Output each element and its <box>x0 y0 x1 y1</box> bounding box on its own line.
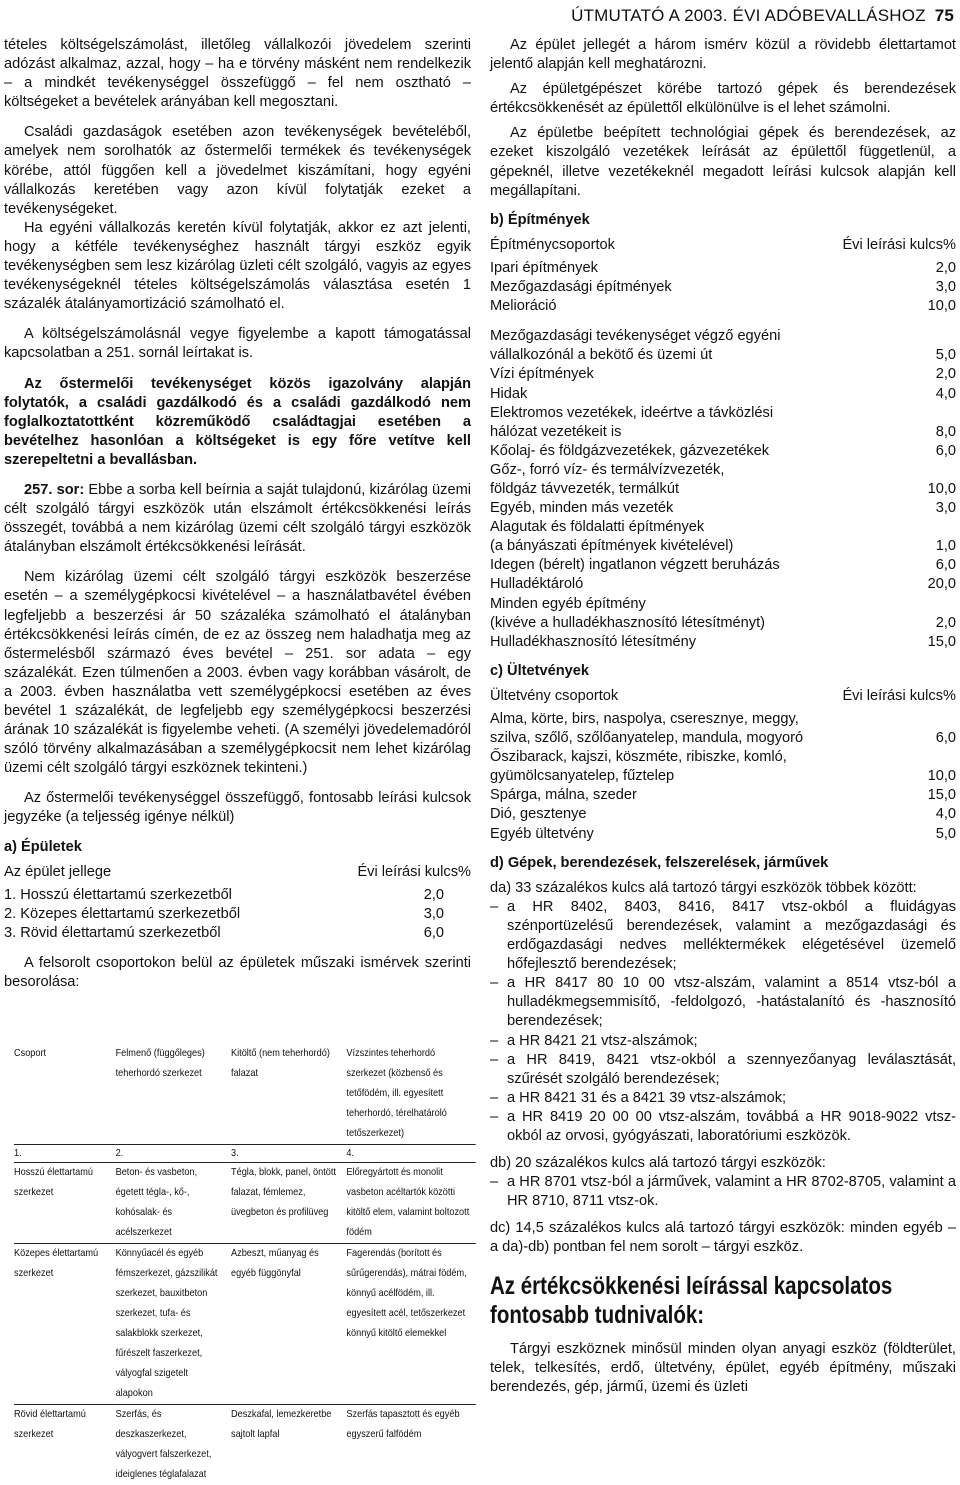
row-number: 257. <box>24 482 52 498</box>
paragraph: Nem kizárólag üzemi célt szolgáló tárgyi eszközök beszerzése esetén – a személygépkocsi kivételével – a használatbavétel évében legfeljebb a beszerzési ár 50 százaléka számolható el átalányban értékcsökkenési leírás címén, de ez az összeg nem haladhatja meg az őstermelésből származó éves bevétel – 251. sor adata – egy százalékát. Ezen túlmenően a 2003. évben vagy korábban vásárolt, de a 2003. évben használatba vett személygépkocsi esetében az éves bevétel 1 százalékát, de legfeljebb egy személygépkocsi beszerzési árának 10 százalékát is figyelembe veheti. (A személyi jövedelemadóról szóló törvény alkalmazásában a személygépkocsit nem lehet kizárólag üzemi célt szolgáló tárgyi eszköznek tekinteni.) <box>4 568 471 778</box>
row-value: 6,0 <box>898 556 956 575</box>
row-label-line: Alma, körte, birs, naspolya, cseresznye, meggy, <box>490 710 956 729</box>
row-value: 20,0 <box>898 575 956 594</box>
paragraph: A költségelszámolásnál vegye figyelembe a kapott támogatással kapcsolatban a 251. sornál leírtakat is. <box>4 325 471 363</box>
paragraph: Az épületgépészet körébe tartozó gépek és berendezések értékcsökkenését az épülettől elkülönülve is el lehet számolni. <box>490 80 956 118</box>
column-label: Ültetvény csoportok <box>490 687 618 706</box>
table-row <box>490 767 956 786</box>
table-row <box>4 905 444 924</box>
row-label: Idegen (bérelt) ingatlanon végzett beruházás <box>490 556 780 575</box>
column-label: Építménycsoportok <box>490 236 615 255</box>
header-cell: Felmenő (függőleges) teherhordó szerkezet <box>116 1044 231 1145</box>
table-header <box>4 863 471 882</box>
list-item: – a HR 8421 21 vtsz-alszámok; <box>490 1032 956 1051</box>
table-cell: Tégla, blokk, panel, öntött falazat, fémlemez, üvegbeton és profilüveg <box>231 1163 346 1244</box>
row-label: Hidak <box>490 385 527 404</box>
table-row <box>490 442 956 461</box>
row-value: 3,0 <box>898 499 956 518</box>
row-label: Hulladékhasznosító létesítmény <box>490 633 696 652</box>
column-number: 3. <box>231 1145 346 1163</box>
row-label-line: Elektromos vezetékek, ideértve a távközlési <box>490 404 956 423</box>
paragraph: Az őstermelői tevékenységgel összefüggő, fontosabb leírási kulcsok jegyzéke (a teljesség igénye nélkül) <box>4 789 471 827</box>
table-row <box>490 805 956 824</box>
table-row <box>490 365 956 384</box>
paragraph: db) 20 százalékos kulcs alá tartozó tárgyi eszközök: <box>490 1154 956 1173</box>
row-label: Spárga, málna, szeder <box>490 786 637 805</box>
header-cell: Kitöltő (nem teherhordó) falazat <box>231 1044 346 1145</box>
row-label-line: Gőz-, forró víz- és termálvízvezeték, <box>490 461 956 480</box>
row-value: 5,0 <box>898 825 956 844</box>
table-row <box>490 614 956 633</box>
row-label-line: Alagutak és földalatti építmények <box>490 518 956 537</box>
bold-paragraph: Az őstermelői tevékenységet közös igazolvány alapján folytatók, a családi gazdálkodó és a családi gazdálkodó nem foglalkoztatottként közreműködő családtagjai esetében a bevételhez hasonlóan a költségeket is egy főre vetítve kell szerepeltetni a bevallásban. <box>4 375 471 470</box>
row-label: Vízi építmények <box>490 365 594 384</box>
row-value: 6,0 <box>386 924 444 943</box>
building-table-2 <box>490 327 956 652</box>
table-cell: Szerfás, és deszkaszerkezet, vályogvert falszerkezet, ideiglenes téglafalazat <box>116 1405 231 1485</box>
row-label: 1. Hosszú élettartamú szerkezetből <box>4 886 232 905</box>
table-row <box>14 1163 476 1244</box>
table-cell: Beton- és vasbeton, égetett tégla-, kő-, kohósalak- és acélszerkezet <box>116 1163 231 1244</box>
row-label: földgáz távvezeték, termálkút <box>490 480 679 499</box>
row-value: 6,0 <box>898 729 956 748</box>
section-heading-b: b) Építmények <box>490 211 956 230</box>
row-value: 15,0 <box>898 786 956 805</box>
row-label: Melioráció <box>490 297 557 316</box>
row-label: vállalkozónál a bekötő és üzemi út <box>490 346 712 365</box>
row-value: 3,0 <box>898 278 956 297</box>
plantation-table <box>490 710 956 844</box>
table-row <box>490 556 956 575</box>
column-label: Évi leírási kulcs% <box>357 863 471 882</box>
paragraph: Családi gazdaságok esetében azon tevékenységek bevételéből, amelyek nem sorolhatók az őstermelői termékek és tevékenységek körébe, attól függően kell a jövedelmet kiszámítani, hogy egyéni vállalkozás keretében vagy azon kívül folytatják ezeket a tevékenységeket. <box>4 123 471 218</box>
table-row <box>14 1405 476 1485</box>
section-heading-d: d) Gépek, berendezések, felszerelések, járművek <box>490 854 956 873</box>
column-number: 2. <box>116 1145 231 1163</box>
row-value: 2,0 <box>898 365 956 384</box>
header-title: ÚTMUTATÓ A 2003. ÉVI ADÓBEVALLÁSHOZ <box>571 6 926 25</box>
column-number: 4. <box>346 1145 475 1163</box>
table-row <box>490 423 956 442</box>
row-value: 2,0 <box>898 614 956 633</box>
column-label: Évi leírási kulcs% <box>842 687 956 706</box>
page-number: 75 <box>935 6 954 25</box>
paragraph: dc) 14,5 százalékos kulcs alá tartozó tárgyi eszközök: minden egyéb – a da)-db) pontban fel nem sorolt – tárgyi eszköz. <box>490 1219 956 1257</box>
table-header-row <box>14 1044 476 1145</box>
row-value: 2,0 <box>386 886 444 905</box>
table-cell: Előregyártott és monolit vasbeton acéltartók közötti kitöltő elem, valamint boltozott födém <box>346 1163 475 1244</box>
row-value: 10,0 <box>898 480 956 499</box>
row-label-line: Őszibarack, kajszi, köszméte, ribiszke, komló, <box>490 748 956 767</box>
table-row <box>490 385 956 404</box>
row-label: 2. Közepes élettartamú szerkezetből <box>4 905 240 924</box>
header-cell: Csoport <box>14 1044 116 1145</box>
left-column <box>4 36 471 992</box>
section-heading-a: a) Épületek <box>4 838 471 857</box>
table-row <box>490 499 956 518</box>
db-list <box>490 1173 956 1211</box>
classification-table <box>14 1044 476 1485</box>
table-cell: Közepes élettartamú szerkezet <box>14 1244 116 1405</box>
table-cell: Deszkafal, lemezkeretbe sajtolt lapfal <box>231 1405 346 1485</box>
row-value: 10,0 <box>898 297 956 316</box>
row-label: szilva, szőlő, szőlőanyatelep, mandula, mogyoró <box>490 729 803 748</box>
row-label: Kőolaj- és földgázvezetékek, gázvezetékek <box>490 442 769 461</box>
da-list <box>490 898 956 1146</box>
list-item: – a HR 8417 80 10 00 vtsz-alszám, valamint a 8514 vtsz-ból a hulladékmegsemmisítő, -feldolgozó, -hatástalanító és -hasznosító berendezések; <box>490 974 956 1031</box>
row-value: 10,0 <box>898 767 956 786</box>
table-row <box>490 575 956 594</box>
table-row <box>14 1244 476 1405</box>
row-label: (kivéve a hulladékhasznosító létesítményt) <box>490 614 765 633</box>
table-row <box>490 537 956 556</box>
row-label: gyümölcsanyatelep, fűztelep <box>490 767 674 786</box>
row-label: Hulladéktároló <box>490 575 583 594</box>
row-label-line: Minden egyéb építmény <box>490 595 956 614</box>
paragraph: da) 33 százalékos kulcs alá tartozó tárgyi eszközök többek között: <box>490 879 956 898</box>
column-numbers-row <box>14 1145 476 1163</box>
list-item: – a HR 8419 20 00 00 vtsz-alszám, továbbá a HR 9018-9022 vtsz-okból az orvosi, gyógyászati, laboratóriumi eszközök. <box>490 1108 956 1146</box>
table-row <box>490 480 956 499</box>
list-item: – a HR 8402, 8403, 8416, 8417 vtsz-okból a fluidágyas szénportüzelésű berendezések, valamint a mezőgazdasági és erdőgazdasági nedves melléktermékek elégetésével üzemelő hőfejlesztő berendezések; <box>490 898 956 974</box>
row-label: hálózat vezetékeit is <box>490 423 621 442</box>
list-item: – a HR 8419, 8421 vtsz-okból a szennyezőanyag leválasztását, szűrését szolgáló berendezések; <box>490 1051 956 1089</box>
table-row <box>4 924 444 943</box>
table-cell: Szerfás tapasztott és egyéb egyszerű falfödém <box>346 1405 475 1485</box>
row-value: 2,0 <box>898 259 956 278</box>
table-row <box>490 297 956 316</box>
row-label: Dió, gesztenye <box>490 805 587 824</box>
row-value: 1,0 <box>898 537 956 556</box>
table-row <box>490 633 956 652</box>
row-257-paragraph <box>4 481 471 557</box>
header-cell: Vízszintes teherhordó szerkezet (közbenső és tetőfödém, ill. egyesített teherhordó, térelhatároló tetőszerkezet) <box>346 1044 475 1145</box>
table-cell: Hosszú élettartamú szerkezet <box>14 1163 116 1244</box>
row-value: 6,0 <box>898 442 956 461</box>
paragraph: A felsorolt csoportokon belül az épületek műszaki ismérvek szerinti besorolása: <box>4 954 471 992</box>
table-row <box>490 825 956 844</box>
column-number: 1. <box>14 1145 116 1163</box>
column-label: Az épület jellege <box>4 863 111 882</box>
table-cell: Fagerendás (borított és sűrűgerendás), mátrai födém, könnyű acélfödém, ill. egyesített acél, tetőszerkezet könnyű kitöltő elemekkel <box>346 1244 475 1405</box>
table-cell: Rövid élettartamú szerkezet <box>14 1405 116 1485</box>
row-label: Ipari építmények <box>490 259 598 278</box>
paragraph: Ha egyéni vállalkozás keretén kívül folytatják, akkor ez azt jelenti, hogy a kétféle tevékenységhez használt tárgyi eszköz egyik tevékenységben sem lesz kizárólag üzleti célt szolgáló, vagyis az egyes tevékenységeknél tételes költségelszámolás választása esetén 1 százalék átalányamortizáció számolható el. <box>4 219 471 314</box>
section-title: Az értékcsökkenési leírással kapcsolatos fontosabb tudnivalók: <box>490 1272 949 1330</box>
table-row <box>490 346 956 365</box>
row-value: 5,0 <box>898 346 956 365</box>
table-header <box>490 236 956 255</box>
row-label: Mezőgazdasági építmények <box>490 278 672 297</box>
section-heading-c: c) Ültetvények <box>490 662 956 681</box>
page-header <box>571 6 954 26</box>
table-header <box>490 687 956 706</box>
paragraph: Az épületbe beépített technológiai gépek és berendezések, az ezeket kiszolgáló vezetékek leírását az épülettől függetlenül, a gépeknél, illetve vezetékeknél megadott leírási kulcsok alapján kell megállapítani. <box>490 124 956 200</box>
row-value: 4,0 <box>898 385 956 404</box>
table-cell: Azbeszt, műanyag és egyéb függönyfal <box>231 1244 346 1405</box>
row-value: 4,0 <box>898 805 956 824</box>
table-row <box>4 886 444 905</box>
row-text: Ebbe a sorba kell beírnia a saját tulajdonú, kizárólag üzemi célt szolgáló tárgyi eszközök után elszámolt értékcsökkenési leírás összegét, továbbá a nem kizárólag üzemi célt szolgáló tárgyi eszközök átalányban elszámolt értékcsökkenési leírását. <box>4 482 471 555</box>
list-item: – a HR 8701 vtsz-ból a járművek, valamint a HR 8702-8705, valamint a HR 8710, 8711 vtsz-ok. <box>490 1173 956 1211</box>
right-column <box>490 36 956 1397</box>
table-row <box>490 278 956 297</box>
row-label: (a bányászati építmények kivételével) <box>490 537 733 556</box>
row-value: 8,0 <box>898 423 956 442</box>
row-label: Egyéb, minden más vezeték <box>490 499 673 518</box>
column-label: Évi leírási kulcs% <box>842 236 956 255</box>
row-value: 15,0 <box>898 633 956 652</box>
paragraph: tételes költségelszámolást, illetőleg vállalkozói jövedelem szerinti adózást alkalmaz, azzal, hogy – ha e törvény másként nem rendelkezik – a mindkét tevékenységgel összefüggő – fel nem osztható – költségeket a bevételek arányában kell megosztani. <box>4 36 471 112</box>
table-row <box>490 786 956 805</box>
row-label: sor: <box>57 482 85 498</box>
row-value: 3,0 <box>386 905 444 924</box>
row-label-line: Mezőgazdasági tevékenységet végző egyéni <box>490 327 956 346</box>
list-item: – a HR 8421 31 és a 8421 39 vtsz-alszámok; <box>490 1089 956 1108</box>
paragraph: Tárgyi eszköznek minősül minden olyan anyagi eszköz (földterület, telek, telkesítés, erdő, ültetvény, épület, egyéb építmény, műszaki berendezés, gép, jármű, üzemi és üzleti <box>490 1340 956 1397</box>
paragraph: Az épület jellegét a három ismérv közül a rövidebb élettartamot jelentő alapján kell meghatározni. <box>490 36 956 74</box>
row-label: Egyéb ültetvény <box>490 825 594 844</box>
row-label: 3. Rövid élettartamú szerkezetből <box>4 924 221 943</box>
table-cell: Könnyűacél és egyéb fémszerkezet, gázszilikát szerkezet, bauxitbeton szerkezet, tufa- és salakblokk szerkezet, fűrészelt faszerkezet, vályogfal szigetelt alapokon <box>116 1244 231 1405</box>
table-row <box>490 259 956 278</box>
table-row <box>490 729 956 748</box>
